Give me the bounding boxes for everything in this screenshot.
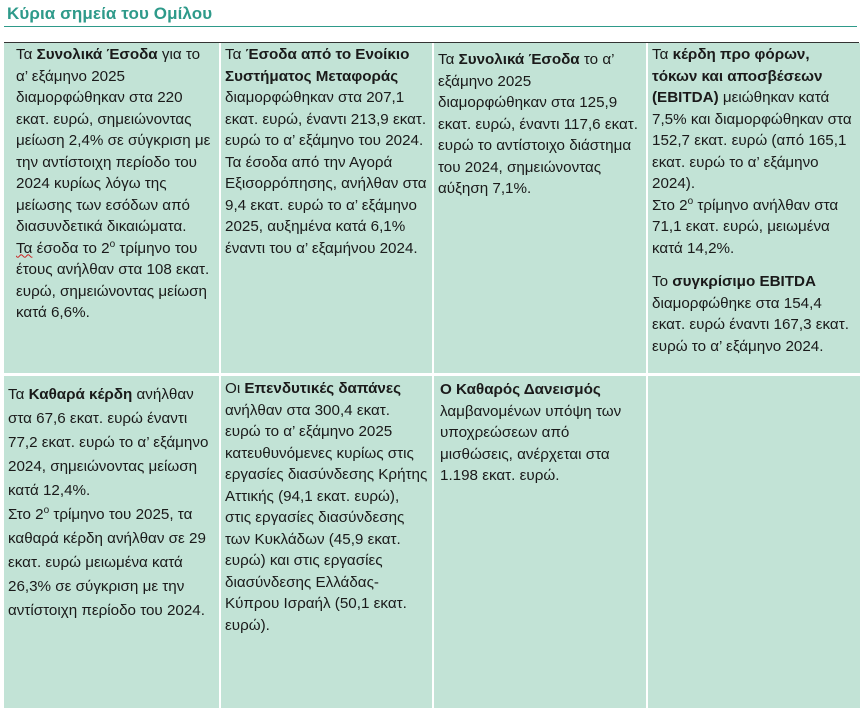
cell-paragraph: Τα Συνολικά Έσοδα το α’ εξάμηνο 2025 διαμορφώθηκαν στα 125,9 εκατ. ευρώ, έναντι 117,6 εκατ. ευρώ το αντίστοιχο διάστημα του 2024, σημειώνοντας αύξηση 7,1%. — [438, 51, 639, 197]
heading-underline — [4, 26, 857, 27]
cell-paragraph: Στο $2^o$ τρίμηνο του 2025, τα καθαρά κέρδη ανήλθαν σε 29 εκατ. ευρώ μειωμένα κατά 26,3% σε σύγκριση με την αντίστοιχη περίοδο του 2024. — [8, 504, 206, 619]
cell-empty — [648, 376, 860, 708]
cell-transmission-rent-revenue — [221, 43, 432, 373]
section-heading: Κύρια σημεία του Ομίλου — [7, 4, 213, 23]
bold-term: Έσοδα από το Ενοίκιο Συστήματος Μεταφοράς — [225, 46, 410, 85]
cell-ebitda — [648, 43, 860, 373]
highlights-table — [4, 43, 860, 711]
cell-paragraph: Οι Επενδυτικές δαπάνες ανήλθαν στα 300,4 εκατ. ευρώ το α’ εξάμηνο 2025 κατευθυνόμενες κυρίως στις εργασίες διασύνδεσης Κρήτης Αττικής (94,1 εκατ. ευρώ), στις εργασίες διασύνδεσης των Κυκλάδων (45,9 εκατ. ευρώ) και στις εργασίες διασύνδεσης Ελλάδας- Κύπρου Ισραήλ (50,1 εκατ. ευρώ). — [225, 380, 428, 634]
cell-total-revenue-segment — [434, 43, 646, 373]
cell-paragraph: Τα κέρδη προ φόρων, τόκων και αποσβέσεων (EBITDA) μειώθηκαν κατά 7,5% και διαμορφώθηκαν στα 152,7 εκατ. ευρώ (από 165,1 εκατ. ευρώ το α’ εξάμηνο 2024). — [652, 46, 852, 192]
cell-paragraph: Το συγκρίσιμο EBITDA διαμορφώθηκε στα 154,4 εκατ. ευρώ έναντι 167,3 εκατ. ευρώ το α’ εξάμηνο 2024. — [652, 273, 849, 355]
cell-total-revenue-group — [4, 43, 219, 373]
paragraph-gap — [652, 259, 856, 271]
cell-paragraph: Ο Καθαρός Δανεισμός λαμβανομένων υπόψη των υποχρεώσεων από μισθώσεις, ανέρχεται στα 1.198 εκατ. ευρώ. — [440, 381, 622, 484]
cell-capex — [221, 376, 432, 708]
cell-paragraph: Στο $2^o$ τρίμηνο ανήλθαν στα 71,1 εκατ. ευρώ, μειωμένα κατά 14,2%. — [652, 195, 839, 257]
bold-term: κέρδη προ φόρων, τόκων και αποσβέσεων (EBITDA) — [652, 46, 823, 106]
bold-term: Επενδυτικές δαπάνες — [244, 380, 401, 397]
cell-net-profit — [4, 376, 219, 708]
cell-paragraph: Τα έσοδα από την Αγορά Εξισορρόπησης, ανήλθαν στα 9,4 εκατ. ευρώ το α’ εξάμηνο 2025, αυξημένα κατά 6,1% έναντι του α’ εξαμήνου 2024. — [225, 153, 427, 257]
bold-term: Καθαρά κέρδη — [28, 386, 133, 403]
bold-term: Ο Καθαρός Δανεισμός — [440, 381, 601, 398]
cell-net-debt — [434, 376, 646, 708]
cell-paragraph: Τα Καθαρά κέρδη ανήλθαν στα 67,6 εκατ. ευρώ έναντι 77,2 εκατ. ευρώ το α’ εξάμηνο 2024, σημειώνοντας μείωση κατά 12,4%. — [8, 386, 209, 499]
spellcheck-word: Τα — [16, 239, 33, 257]
cell-paragraph: Τα Συνολικά Έσοδα για το α’ εξάμηνο 2025 διαμορφώθηκαν στα 220 εκατ. ευρώ, σημειώνοντας μείωση 2,4% σε σύγκριση με την αντίστοιχη περίοδο του 2024 κυρίως λόγω της μείωσης των εσόδων από διασυνδετικά δικαιώματα. — [16, 46, 211, 235]
bold-term: Συνολικά Έσοδα — [458, 51, 580, 68]
cell-paragraph: Τα Έσοδα από το Ενοίκιο Συστήματος Μεταφοράς διαμορφώθηκαν στα 207,1 εκατ. ευρώ, έναντι 213,9 εκατ. ευρώ το α’ εξάμηνο του 2024. — [225, 46, 427, 149]
bold-term: συγκρίσιμο EBITDA — [672, 273, 816, 290]
bold-term: Συνολικά Έσοδα — [36, 46, 158, 63]
cell-paragraph: Τα έσοδα το $2^o$ τρίμηνο του έτους ανήλθαν στα 108 εκατ. ευρώ, σημειώνοντας μείωση κατά 6,6%. — [16, 238, 210, 321]
